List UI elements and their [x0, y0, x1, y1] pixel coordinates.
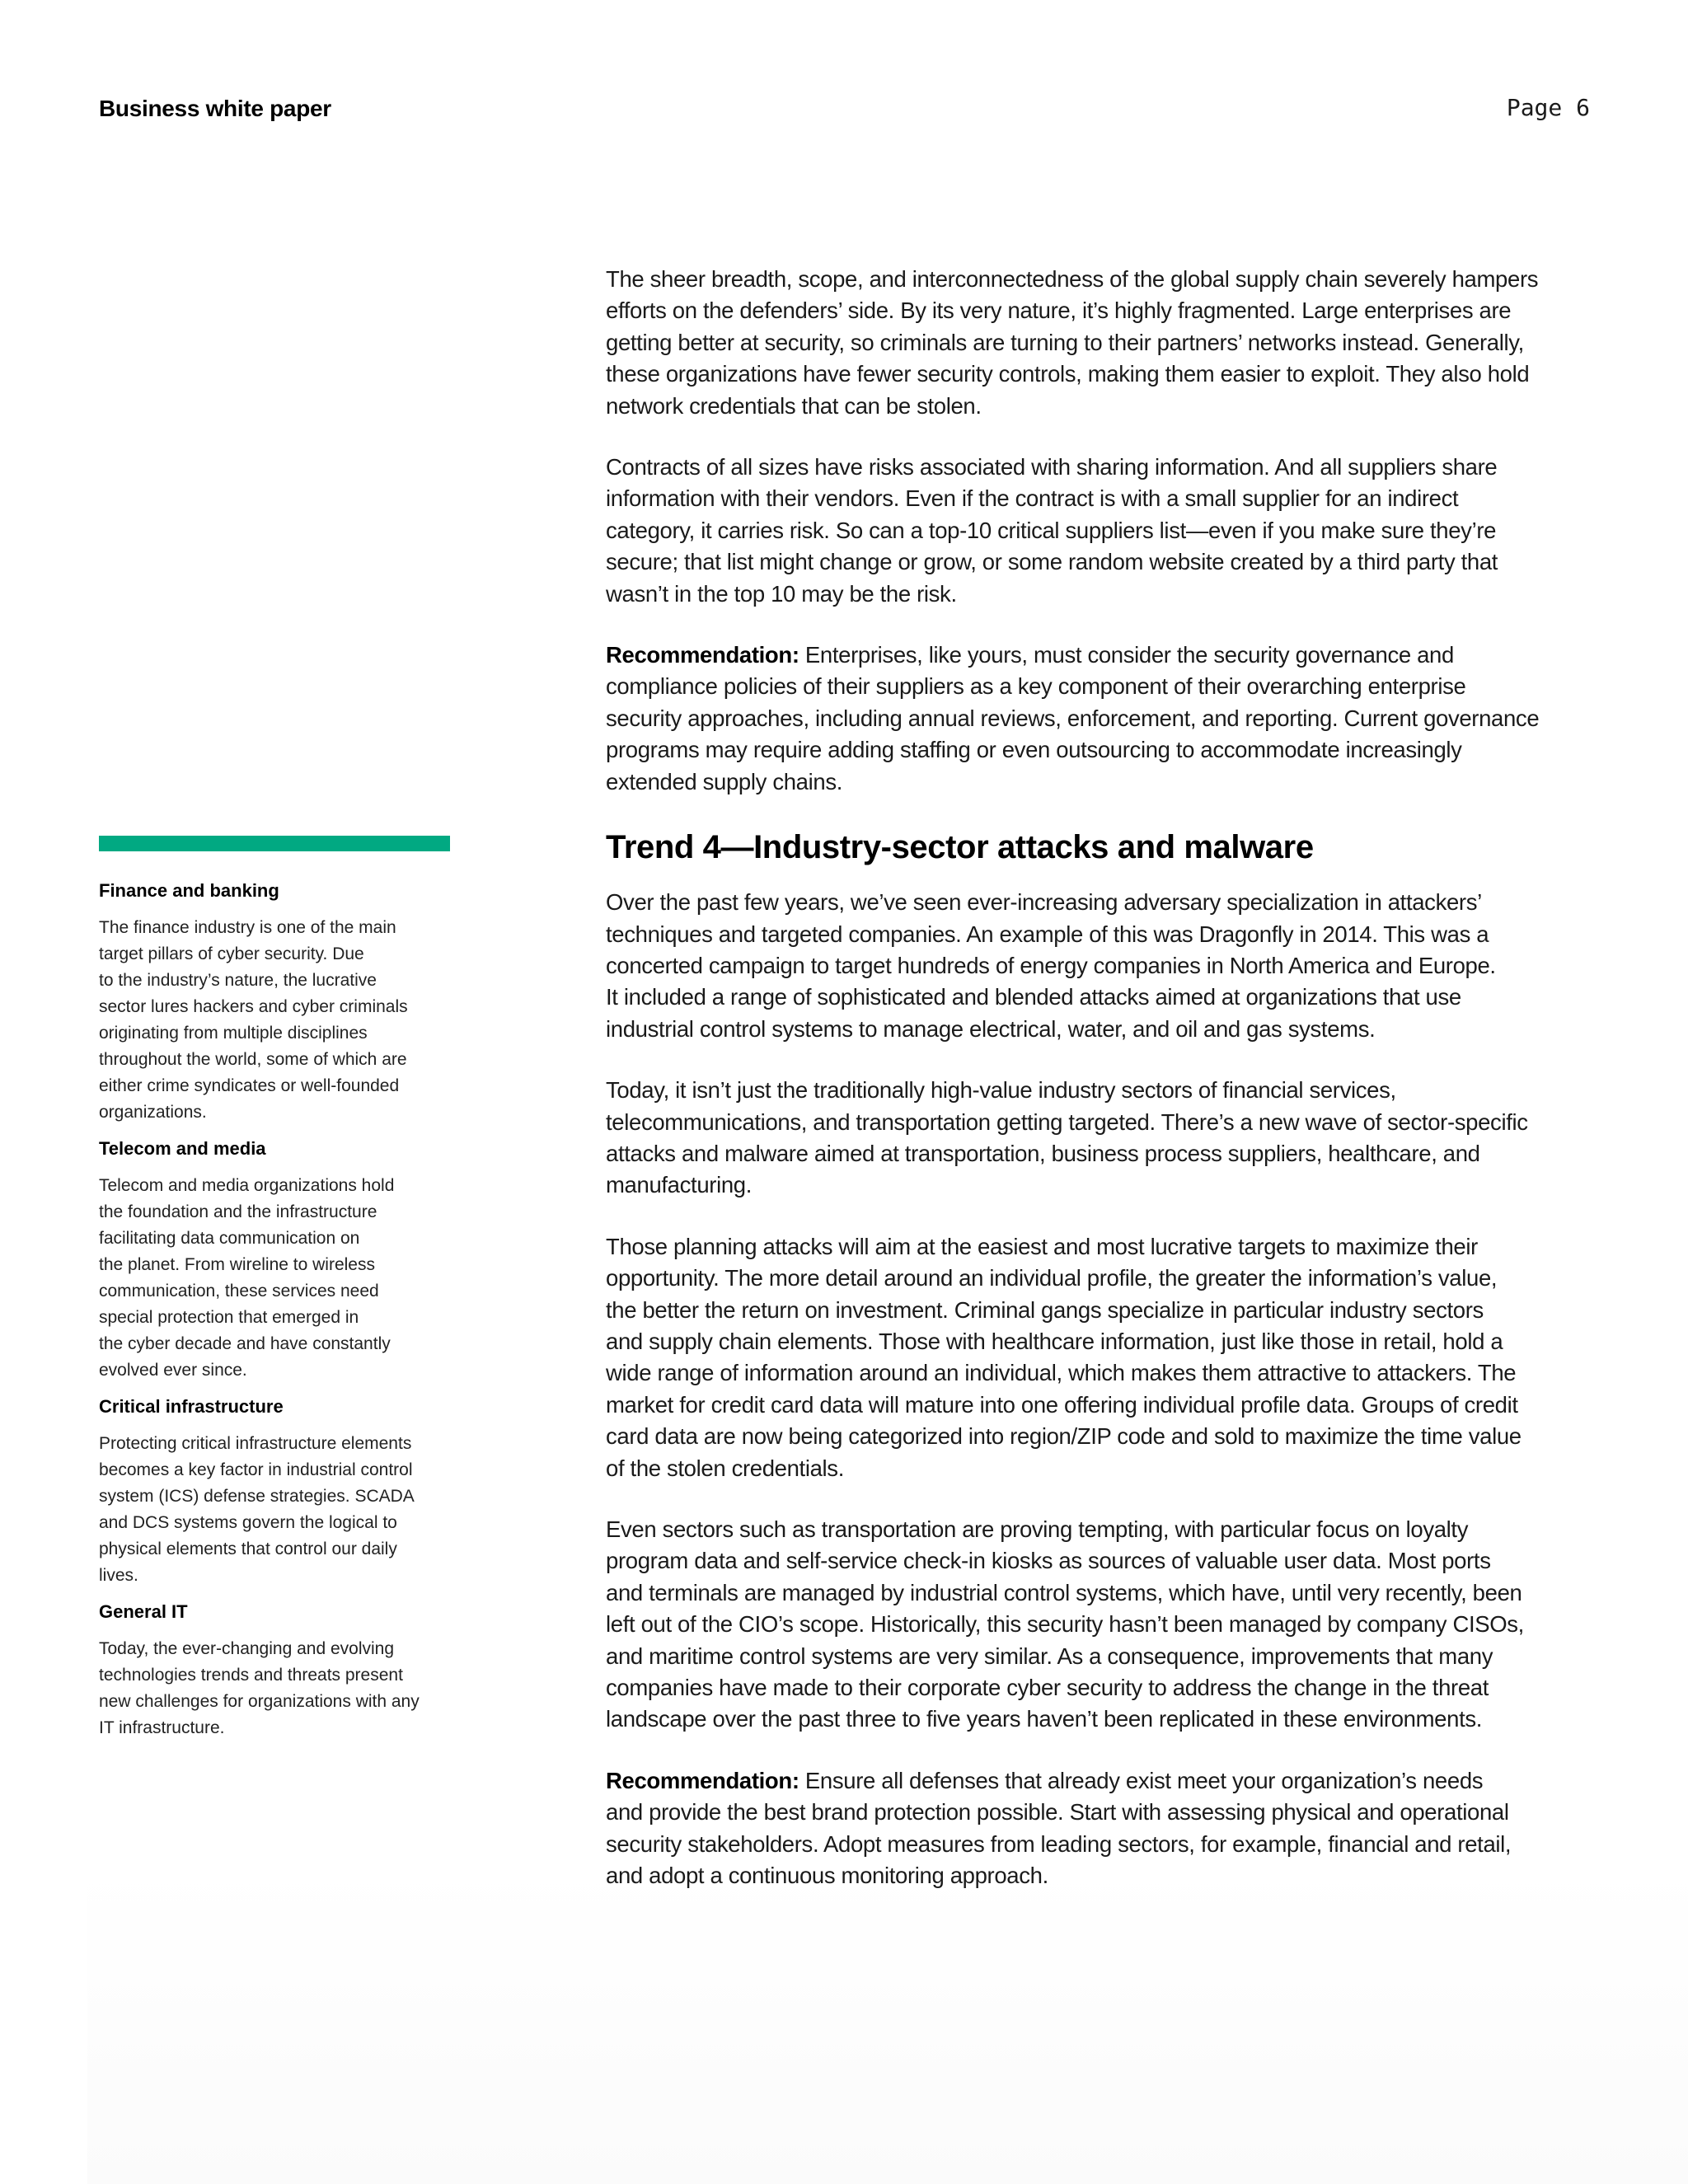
sidebar-text: Telecom and media organizations hold the foundation and the infrastructure facilitating data communication on the planet. From wireline to wireless communication, these services need special protection that emerged in the cyber decade and have constantly evolved ever since. [99, 1176, 395, 1380]
sidebar-section-telecom [99, 1137, 450, 1384]
body-paragraph: Even sectors such as transportation are proving tempting, with particular focus on loyalty program data and self-service check-in kiosks as sources of valuable user data. Most ports and terminals are managed by industrial control systems, which have, until very recently, been left out of the CIO’s scope. Historically, this security hasn’t been managed by company CISOs, and maritime control systems are very similar. As a consequence, improvements that many companies have made to their corporate cyber security to address the change in the threat landscape over the past three to five years haven’t been replicated in these environments. [606, 1516, 1524, 1732]
sidebar-heading: General IT [99, 1601, 188, 1622]
sidebar-heading: Telecom and media [99, 1138, 266, 1159]
body-paragraph: Contracts of all sizes have risks associated with sharing information. And all suppliers share information with their vendors. Even if the contract is with a small supplier for an indirect category, it carries risk. So can a top-10 critical suppliers list—even if you make sure they’re secure; that list might change or grow, or some random website created by a third party that wasn’t in the top 10 may be the risk. [606, 454, 1498, 607]
sidebar-heading: Finance and banking [99, 880, 279, 901]
recommendation-text: Enterprises, like yours, must consider the security governance and compliance policies of their suppliers as a key component of their overarching enterprise security approaches, including annual reviews, enforcement, and reporting. Current governance programs may require adding staffing or even outsourcing to accommodate increasingly extended supply chains. [606, 642, 1540, 794]
body-paragraph: The sheer breadth, scope, and interconnectedness of the global supply chain severely hampers efforts on the defenders’ side. By its very nature, it’s highly fragmented. Large enterprises are getting better at security, so criminals are turning to their partners’ networks instead. Generally, these organizations have fewer security controls, making them easier to exploit. They also hold network credentials that can be stolen. [606, 266, 1539, 419]
sidebar-text: Protecting critical infrastructure elements becomes a key factor in industrial control system (ICS) defense strategies. SCADA and DCS systems govern the logical to physical elements that control our daily lives. [99, 1434, 415, 1585]
main-content [606, 264, 1595, 1921]
recommendation-label: Recommendation: [606, 642, 799, 668]
sidebar-accent-bar [99, 836, 450, 851]
sidebar [99, 836, 450, 1753]
sidebar-heading: Critical infrastructure [99, 1396, 284, 1417]
body-paragraph: Today, it isn’t just the traditionally high-value industry sectors of financial services, telecommunications, and transportation getting targeted. There’s a new wave of sector-specific attacks and malware aimed at transportation, business process suppliers, healthcare, and manufacturing. [606, 1077, 1528, 1198]
document-type-label: Business white paper [99, 96, 331, 121]
section-heading: Trend 4—Industry-sector attacks and malware [606, 829, 1314, 866]
sidebar-text: Today, the ever-changing and evolving technologies trends and threats present new challenges for organizations with any IT infrastructure. [99, 1639, 420, 1737]
sidebar-section-general-it [99, 1601, 450, 1741]
sidebar-text: The finance industry is one of the main target pillars of cyber security. Due to the industry’s nature, the lucrative sector lures hackers and cyber criminals originating from multiple disciplines throughout the world, some of which are either crime syndicates or well-founded organizations. [99, 918, 408, 1122]
body-paragraph: Those planning attacks will aim at the easiest and most lucrative targets to maximize their opportunity. The more detail around an individual profile, the greater the information’s value, the better the return on investment. Criminal gangs specialize in particular industry sectors and supply chain elements. Those with healthcare information, just like those in retail, hold a wide range of information around an individual, which makes them attractive to attackers. The market for credit card data will mature into one offering individual profile data. Groups of credit card data are now being categorized into region/ZIP code and sold to maximize the time value of the stolen credentials. [606, 1233, 1522, 1481]
sidebar-section-critical-infrastructure [99, 1395, 450, 1589]
sidebar-section-finance [99, 879, 450, 1126]
recommendation-paragraph [606, 1765, 1595, 1892]
recommendation-text: Ensure all defenses that already exist meet your organization’s needs and provide the best brand protection possible. Start with assessing physical and operational security stakeholders. Adopt measures from leading sectors, for example, financial and retail, and adopt a continuous monitoring approach. [606, 1767, 1512, 1889]
page-number: Page 6 [1506, 94, 1590, 121]
body-paragraph: Over the past few years, we’ve seen ever-increasing adversary specialization in attackers’ techniques and targeted companies. An example of this was Dragonfly in 2014. This was a concerted campaign to target hundreds of energy companies in North America and Europe. It included a range of sophisticated and blended attacks aimed at organizations that use industrial control systems to manage electrical, water, and oil and gas systems. [606, 889, 1496, 1042]
recommendation-label: Recommendation: [606, 1767, 799, 1793]
recommendation-paragraph [606, 640, 1595, 798]
